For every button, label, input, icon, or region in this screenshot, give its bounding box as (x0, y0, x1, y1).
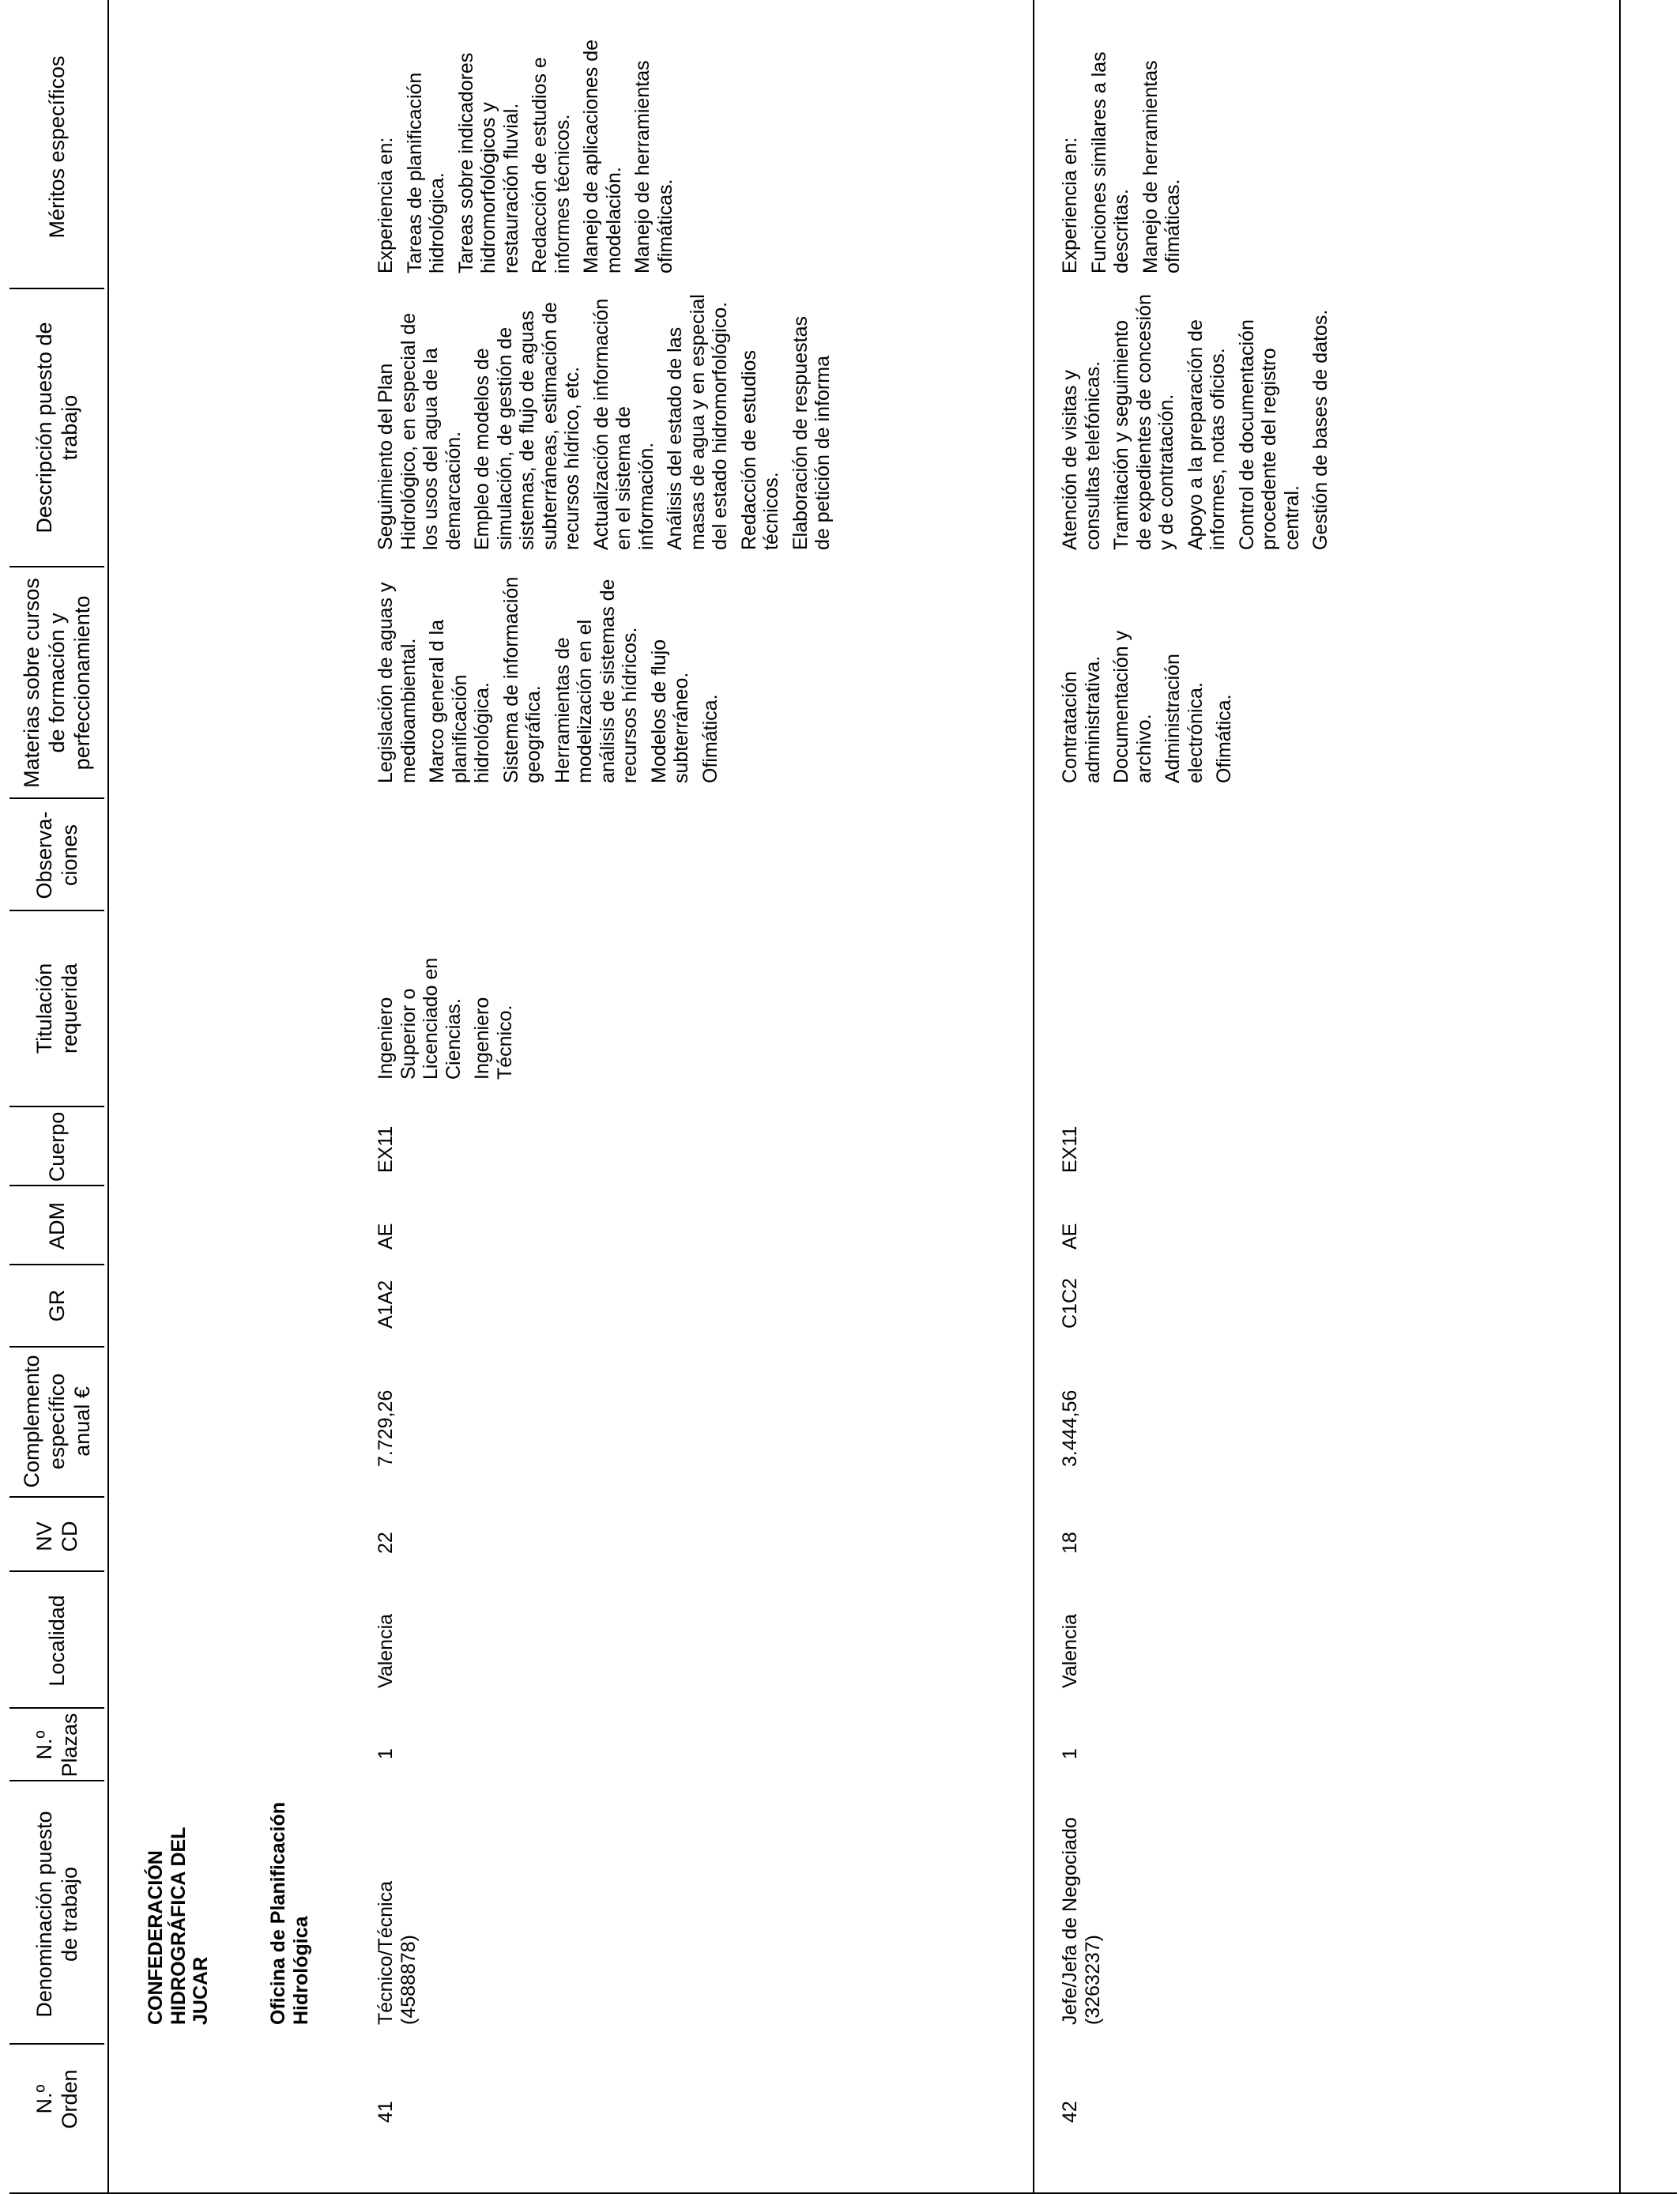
merito-item: Manejo de aplicaciones de modelación. (580, 39, 625, 273)
meritos-intro: Experiencia en: (1059, 137, 1081, 273)
merito-item: Funciones similares a las descritas. (1087, 51, 1132, 273)
col-sep (9, 288, 104, 289)
materia-item: Legislación de aguas y medioambiental. (375, 582, 420, 783)
header-titulacion: Titulación requerida (32, 963, 81, 1054)
col-sep (9, 566, 104, 567)
materia-item: Marco general d la planificación hidrológica. (426, 619, 493, 783)
merito-item: Manejo de herramientas ofimáticas. (631, 60, 676, 273)
row-41-denominacion: Técnico/Técnica (4588878) (375, 1880, 420, 2025)
descripcion-item: Redacción de estudios técnicos. (737, 350, 782, 550)
descripcion-item: Tramitación y seguimiento de expedientes de concesión y de contratación. (1110, 294, 1177, 550)
merito-item: Manejo de herramientas ofimáticas. (1139, 60, 1184, 273)
row-42-cuerpo: EX11 (1059, 1125, 1081, 1173)
header-adm: ADM (45, 1202, 69, 1250)
organization-name: CONFEDERACIÓN HIDROGRÁFICA DEL JUCAR (145, 1827, 212, 2025)
row-41-adm: AE (375, 1223, 397, 1250)
descripcion-item: Seguimiento del Plan Hidrológico, en especial de los usos del agua de la demarcación. (375, 312, 465, 550)
descripcion-item: Actualización de información en el sistema de información. (590, 298, 657, 550)
header-orden: N.º Orden (32, 2069, 81, 2129)
col-sep (9, 1496, 104, 1498)
header-materias: Materias sobre cursos de formación y perfeccionamiento (20, 578, 94, 788)
row-41-grupo: A1A2 (375, 1280, 397, 1329)
col-sep (9, 910, 104, 911)
row-42-plazas: 1 (1059, 1748, 1081, 1759)
col-sep (9, 1570, 104, 1572)
titulacion-item: Ingeniero Superior o Licenciado en Ciencias. (375, 957, 465, 1080)
col-sep (9, 1707, 104, 1709)
row-divider (1033, 0, 1034, 2194)
row-42-denominacion: Jefe/Jefa de Negociado (3263237) (1059, 1817, 1104, 2025)
col-sep (9, 1264, 104, 1265)
materia-item: Documentación y archivo. (1110, 630, 1155, 783)
header-grupo: GR (45, 1289, 69, 1322)
descripcion-item: Gestión de bases de datos. (1309, 309, 1332, 550)
materia-item: Modelos de flujo subterráneo. (647, 639, 692, 783)
header-denominacion: Denominación puesto de trabajo (32, 1811, 81, 2018)
col-sep (9, 2043, 104, 2045)
merito-item: Tareas de planificación hidrológica. (403, 72, 448, 273)
row-42-orden: 42 (1059, 2101, 1081, 2123)
descripcion-item: Empleo de modelos de simulación, de gestión de sistemas, de flujo de aguas subterráneas, estimación de recursos hídrico, etc. (471, 301, 583, 550)
header-localidad: Localidad (45, 1595, 69, 1687)
row-42-adm: AE (1059, 1223, 1081, 1250)
col-sep (9, 1346, 104, 1348)
descripcion-item: Análisis del estado de las masas de agua y en especial del estado hidromorfológico. (664, 294, 731, 550)
row-42-nivel: 18 (1059, 1532, 1081, 1554)
merito-item: Tareas sobre indicadores hidromorfológicos y restauración fluvial. (454, 52, 522, 273)
descripcion-item: Atención de visitas y consultas telefónicas. (1059, 360, 1104, 550)
unit-name: Oficina de Planificación Hidrológica (267, 1801, 312, 2025)
row-41-materias (375, 574, 728, 783)
titulacion-item: Ingeniero Técnico. (471, 997, 516, 1080)
descripcion-item: Control de documentación procedente del registro central. (1235, 319, 1303, 550)
header-nivel: NV CD (32, 1521, 81, 1552)
row-41-cuerpo: EX11 (375, 1125, 397, 1173)
row-41-descripcion (375, 293, 841, 550)
row-42-meritos (1059, 1, 1191, 273)
col-sep (9, 1185, 104, 1186)
header-cuerpo: Cuerpo (45, 1111, 69, 1182)
header-meritos: Méritos específicos (45, 55, 69, 239)
row-41-plazas: 1 (375, 1748, 397, 1759)
materia-item: Sistema de información geográfica. (499, 576, 544, 783)
row-41-orden: 41 (375, 2101, 397, 2123)
col-sep (9, 1780, 104, 1781)
header-plazas: N.º Plazas (32, 1713, 81, 1777)
row-41-localidad: Valencia (375, 1613, 397, 1688)
header-observaciones: Observa-ciones (32, 811, 81, 899)
col-sep (9, 797, 104, 799)
descripcion-item: Elaboración de respuestas de petición de informa (789, 315, 834, 550)
table-border-bottom (1619, 0, 1621, 2194)
meritos-intro: Experiencia en: (375, 137, 397, 273)
merito-item: Redacción de estudios e informes técnicos. (529, 57, 574, 273)
header-divider (107, 0, 109, 2194)
row-42-materias (1059, 574, 1242, 783)
materia-item: Administración electrónica. (1162, 654, 1207, 783)
row-42-localidad: Valencia (1059, 1613, 1081, 1688)
materia-item: Contratación administrativa. (1059, 655, 1104, 783)
row-42-complemento: 3.444,56 (1059, 1389, 1081, 1467)
header-descripcion: Descripción puesto de trabajo (32, 322, 81, 533)
descripcion-item: Apoyo a la preparación de informes, notas oficios. (1184, 319, 1229, 550)
materia-item: Ofimática. (699, 694, 721, 783)
row-41-meritos (375, 1, 683, 273)
row-42-descripcion (1059, 293, 1339, 550)
row-41-titulacion (375, 918, 522, 1080)
row-41-complemento: 7.729,26 (375, 1389, 397, 1467)
materia-item: Ofimática. (1213, 694, 1235, 783)
header-complemento: Complemento específico anual € (20, 1355, 94, 1488)
col-sep (9, 1106, 104, 1107)
materia-item: Herramientas de modelización en el análisis de sistemas de recursos hídricos. (551, 579, 641, 783)
row-41-nivel: 22 (375, 1532, 397, 1554)
row-42-grupo: C1C2 (1059, 1278, 1081, 1329)
